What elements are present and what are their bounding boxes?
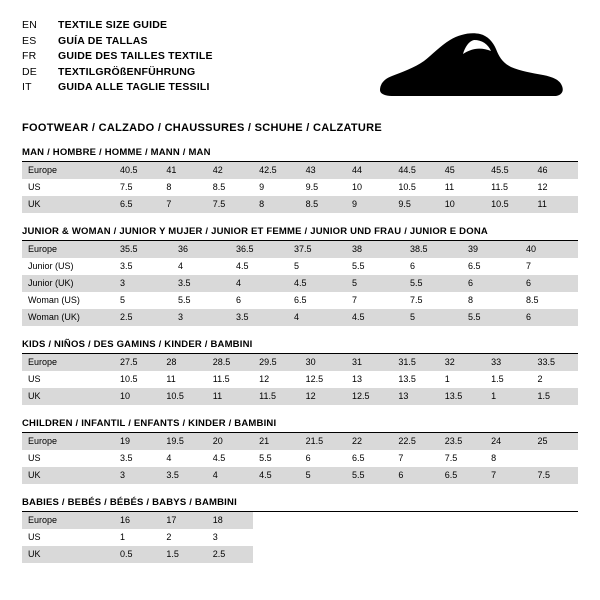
cell: 19.5 bbox=[160, 433, 206, 450]
cell: 11.5 bbox=[253, 388, 299, 405]
row-label: Woman (US) bbox=[28, 295, 80, 305]
cell bbox=[532, 450, 578, 467]
cell: 6.5 bbox=[468, 261, 481, 271]
cell bbox=[532, 512, 578, 529]
cell bbox=[392, 546, 438, 563]
language-title: TEXTILGRÖßENFÜHRUNG bbox=[58, 65, 196, 78]
cell: 28 bbox=[160, 354, 206, 371]
cell bbox=[439, 546, 485, 563]
cell bbox=[532, 546, 578, 563]
cell: 22 bbox=[346, 433, 392, 450]
cell: 10 bbox=[439, 196, 485, 213]
cell bbox=[253, 512, 299, 529]
cell: 31.5 bbox=[392, 354, 438, 371]
section-title: KIDS / NIÑOS / DES GAMINS / KINDER / BAMBINI bbox=[22, 339, 578, 354]
cell: 20 bbox=[207, 433, 253, 450]
cell bbox=[346, 512, 392, 529]
cell: 8.5 bbox=[300, 196, 346, 213]
cell: 42 bbox=[207, 162, 253, 179]
row-label: Europe bbox=[22, 162, 114, 179]
table-row bbox=[22, 371, 578, 388]
cell: 43 bbox=[300, 162, 346, 179]
table-row bbox=[22, 433, 578, 450]
cell: 6.5 bbox=[294, 295, 307, 305]
section-title: BABIES / BEBÉS / BÉBÉS / BABYS / BAMBINI bbox=[22, 497, 578, 512]
section-babies bbox=[22, 497, 578, 563]
row-label: Europe bbox=[22, 512, 114, 529]
cell: 1 bbox=[444, 374, 450, 384]
section-title: JUNIOR & WOMAN / JUNIOR Y MUJER / JUNIOR ET FEMME / JUNIOR UND FRAU / JUNIOR E DONA bbox=[22, 226, 578, 241]
cell: 7.5 bbox=[120, 182, 133, 192]
cell: 3.5 bbox=[120, 453, 133, 463]
table-row bbox=[22, 388, 578, 405]
cell: 29.5 bbox=[253, 354, 299, 371]
cell: 6 bbox=[520, 275, 578, 292]
cell: 5.5 bbox=[346, 467, 392, 484]
cell: 27.5 bbox=[114, 354, 160, 371]
row-label: US bbox=[28, 532, 41, 542]
cell: 45 bbox=[439, 162, 485, 179]
language-code: ES bbox=[22, 34, 37, 47]
cell: 12.5 bbox=[305, 374, 324, 384]
cell: 1.5 bbox=[491, 374, 504, 384]
row-label: US bbox=[28, 182, 41, 192]
cell: 8.5 bbox=[526, 295, 539, 305]
row-label: UK bbox=[22, 467, 114, 484]
dress-shoe-icon bbox=[370, 30, 570, 108]
cell: 37.5 bbox=[288, 241, 346, 258]
cell: 4 bbox=[178, 261, 184, 271]
cell bbox=[253, 546, 299, 563]
cell: 45.5 bbox=[485, 162, 531, 179]
table-row bbox=[22, 275, 578, 292]
language-code: IT bbox=[22, 81, 32, 93]
cell: 8 bbox=[166, 182, 172, 192]
cell: 6 bbox=[520, 309, 578, 326]
cell: 22.5 bbox=[392, 433, 438, 450]
cell bbox=[532, 529, 578, 546]
cell: 12 bbox=[259, 374, 270, 384]
language-title: TEXTILE SIZE GUIDE bbox=[58, 19, 168, 31]
table-row bbox=[22, 354, 578, 371]
cell: 6 bbox=[392, 467, 438, 484]
cell: 11 bbox=[207, 388, 253, 405]
cell: 32 bbox=[439, 354, 485, 371]
table-row bbox=[22, 241, 578, 258]
cell bbox=[439, 529, 485, 546]
cell: 46 bbox=[532, 162, 578, 179]
cell: 7 bbox=[160, 196, 206, 213]
cell: 4.5 bbox=[212, 453, 226, 463]
table-row bbox=[22, 529, 578, 546]
size-table-children bbox=[22, 433, 578, 484]
cell: 5.5 bbox=[462, 309, 520, 326]
size-table-babies bbox=[22, 512, 578, 563]
cell: 11.5 bbox=[212, 374, 230, 384]
cell bbox=[346, 529, 392, 546]
cell: 13.5 bbox=[439, 388, 485, 405]
cell bbox=[485, 546, 531, 563]
size-table-kids bbox=[22, 354, 578, 405]
row-label: Junior (UK) bbox=[22, 275, 114, 292]
cell: 4 bbox=[230, 275, 288, 292]
row-label: US bbox=[28, 453, 41, 463]
cell: 5.5 bbox=[352, 261, 365, 271]
language-code: DE bbox=[22, 65, 37, 78]
cell: 39 bbox=[462, 241, 520, 258]
cell: 5 bbox=[294, 261, 300, 271]
language-title: GUÍA DE TALLAS bbox=[58, 34, 148, 47]
cell: 2 bbox=[166, 532, 172, 542]
language-row bbox=[22, 80, 213, 96]
cell: 40 bbox=[520, 241, 578, 258]
cell: 3.5 bbox=[230, 309, 288, 326]
cell: 24 bbox=[485, 433, 531, 450]
cell: 4 bbox=[207, 467, 253, 484]
cell: 10.5 bbox=[160, 388, 206, 405]
cell: 10.5 bbox=[485, 196, 531, 213]
language-code: FR bbox=[22, 50, 37, 62]
cell: 7.5 bbox=[207, 196, 253, 213]
row-label: UK bbox=[22, 388, 114, 405]
cell: 6.5 bbox=[439, 467, 485, 484]
cell: 11.5 bbox=[491, 182, 508, 192]
cell: 7 bbox=[352, 295, 358, 305]
cell: 7 bbox=[526, 261, 532, 271]
cell: 7 bbox=[485, 467, 531, 484]
table-row bbox=[22, 467, 578, 484]
cell: 12 bbox=[300, 388, 346, 405]
language-title: GUIDA ALLE TAGLIE TESSILI bbox=[58, 81, 210, 93]
cell: 1.5 bbox=[532, 388, 578, 405]
cell bbox=[485, 512, 531, 529]
cell: 6.5 bbox=[114, 196, 160, 213]
cell: 31 bbox=[346, 354, 392, 371]
cell: 5.5 bbox=[178, 295, 191, 305]
cell: 3 bbox=[172, 309, 230, 326]
cell: 4.5 bbox=[236, 261, 249, 271]
cell: 8 bbox=[468, 295, 474, 305]
cell: 6 bbox=[410, 261, 416, 271]
cell: 8 bbox=[253, 196, 299, 213]
cell: 5 bbox=[300, 467, 346, 484]
cell: 5 bbox=[120, 295, 126, 305]
cell: 4.5 bbox=[253, 467, 299, 484]
cell: 13.5 bbox=[398, 374, 416, 384]
cell: 10.5 bbox=[120, 374, 138, 384]
table-row bbox=[22, 258, 578, 275]
cell: 6 bbox=[305, 453, 311, 463]
cell: 3.5 bbox=[160, 467, 206, 484]
cell bbox=[300, 529, 346, 546]
cell: 12.5 bbox=[346, 388, 392, 405]
cell: 5 bbox=[346, 275, 404, 292]
cell: 9 bbox=[259, 182, 265, 192]
cell: 10 bbox=[351, 182, 362, 192]
language-code: EN bbox=[22, 19, 37, 31]
cell: 3 bbox=[114, 467, 160, 484]
cell: 9.5 bbox=[392, 196, 438, 213]
language-row bbox=[22, 18, 213, 34]
language-row bbox=[22, 65, 213, 81]
cell: 21 bbox=[253, 433, 299, 450]
cell: 33 bbox=[485, 354, 531, 371]
cell: 2 bbox=[537, 374, 543, 384]
row-label: UK bbox=[22, 196, 114, 213]
cell: 38 bbox=[346, 241, 404, 258]
cell: 3.5 bbox=[120, 261, 133, 271]
language-title: GUIDE DES TAILLES TEXTILE bbox=[58, 50, 213, 62]
cell: 33.5 bbox=[532, 354, 578, 371]
cell: 13 bbox=[351, 374, 362, 384]
cell: 16 bbox=[114, 512, 160, 529]
cell: 44.5 bbox=[392, 162, 438, 179]
section-man bbox=[22, 147, 578, 213]
cell: 7.5 bbox=[532, 467, 578, 484]
cell bbox=[392, 512, 438, 529]
header bbox=[22, 18, 578, 108]
cell: 3 bbox=[114, 275, 172, 292]
cell: 35.5 bbox=[114, 241, 172, 258]
row-label: UK bbox=[22, 546, 114, 563]
cell: 11 bbox=[532, 196, 578, 213]
cell: 3.5 bbox=[172, 275, 230, 292]
cell bbox=[253, 529, 299, 546]
table-row bbox=[22, 309, 578, 326]
cell: 23.5 bbox=[439, 433, 485, 450]
cell: 18 bbox=[207, 512, 253, 529]
row-label: Junior (US) bbox=[28, 261, 74, 271]
table-row bbox=[22, 162, 578, 179]
cell: 4.5 bbox=[288, 275, 346, 292]
language-row bbox=[22, 34, 213, 50]
cell: 5 bbox=[404, 309, 462, 326]
table-row bbox=[22, 450, 578, 467]
table-row bbox=[22, 179, 578, 196]
cell: 7 bbox=[398, 453, 404, 463]
cell: 11 bbox=[444, 182, 455, 192]
cell: 10.5 bbox=[398, 182, 416, 192]
cell: 21.5 bbox=[300, 433, 346, 450]
cell: 19 bbox=[114, 433, 160, 450]
section-junior-woman bbox=[22, 226, 578, 326]
cell: 28.5 bbox=[207, 354, 253, 371]
cell: 12 bbox=[537, 182, 548, 192]
cell: 6 bbox=[462, 275, 520, 292]
size-table-man bbox=[22, 162, 578, 213]
cell bbox=[392, 529, 438, 546]
cell: 40.5 bbox=[114, 162, 160, 179]
cell: 1.5 bbox=[160, 546, 206, 563]
cell bbox=[439, 512, 485, 529]
footwear-category-title: FOOTWEAR / CALZADO / CHAUSSURES / SCHUHE / CALZATURE bbox=[22, 122, 383, 134]
table-row bbox=[22, 196, 578, 213]
cell bbox=[346, 546, 392, 563]
section-kids bbox=[22, 339, 578, 405]
cell: 36 bbox=[172, 241, 230, 258]
cell: 4.5 bbox=[346, 309, 404, 326]
cell: 4 bbox=[166, 453, 172, 463]
cell: 2.5 bbox=[114, 309, 172, 326]
cell: 25 bbox=[532, 433, 578, 450]
row-label: Europe bbox=[22, 433, 114, 450]
cell bbox=[300, 546, 346, 563]
section-title: MAN / HOMBRE / HOMME / MANN / MAN bbox=[22, 147, 578, 162]
size-table-junior-woman bbox=[22, 241, 578, 326]
cell: 8.5 bbox=[212, 182, 226, 192]
cell: 8 bbox=[491, 453, 497, 463]
table-row bbox=[22, 512, 578, 529]
cell: 7.5 bbox=[444, 453, 458, 463]
language-title-list bbox=[22, 18, 213, 96]
row-label: Europe bbox=[22, 241, 114, 258]
cell: 2.5 bbox=[207, 546, 253, 563]
cell: 5.5 bbox=[259, 453, 272, 463]
cell: 6 bbox=[236, 295, 242, 305]
section-children bbox=[22, 418, 578, 484]
cell: 5.5 bbox=[404, 275, 462, 292]
table-row bbox=[22, 292, 578, 309]
cell: 10 bbox=[114, 388, 160, 405]
cell: 36.5 bbox=[230, 241, 288, 258]
row-label: US bbox=[28, 374, 41, 384]
cell: 13 bbox=[392, 388, 438, 405]
cell: 42.5 bbox=[253, 162, 299, 179]
row-label: Europe bbox=[22, 354, 114, 371]
cell: 9 bbox=[346, 196, 392, 213]
language-row bbox=[22, 49, 213, 65]
cell bbox=[300, 512, 346, 529]
cell: 0.5 bbox=[114, 546, 160, 563]
cell: 1 bbox=[120, 532, 126, 542]
section-title: CHILDREN / INFANTIL / ENFANTS / KINDER / BAMBINI bbox=[22, 418, 578, 433]
table-row bbox=[22, 546, 578, 563]
cell: 3 bbox=[212, 532, 218, 542]
cell bbox=[485, 529, 531, 546]
cell: 1 bbox=[485, 388, 531, 405]
cell: 6.5 bbox=[351, 453, 365, 463]
cell: 38.5 bbox=[404, 241, 462, 258]
cell: 9.5 bbox=[305, 182, 319, 192]
cell: 41 bbox=[160, 162, 206, 179]
cell: 4 bbox=[288, 309, 346, 326]
cell: 17 bbox=[160, 512, 206, 529]
cell: 11 bbox=[166, 374, 176, 384]
row-label: Woman (UK) bbox=[22, 309, 114, 326]
cell: 44 bbox=[346, 162, 392, 179]
cell: 7.5 bbox=[410, 295, 423, 305]
cell: 30 bbox=[300, 354, 346, 371]
